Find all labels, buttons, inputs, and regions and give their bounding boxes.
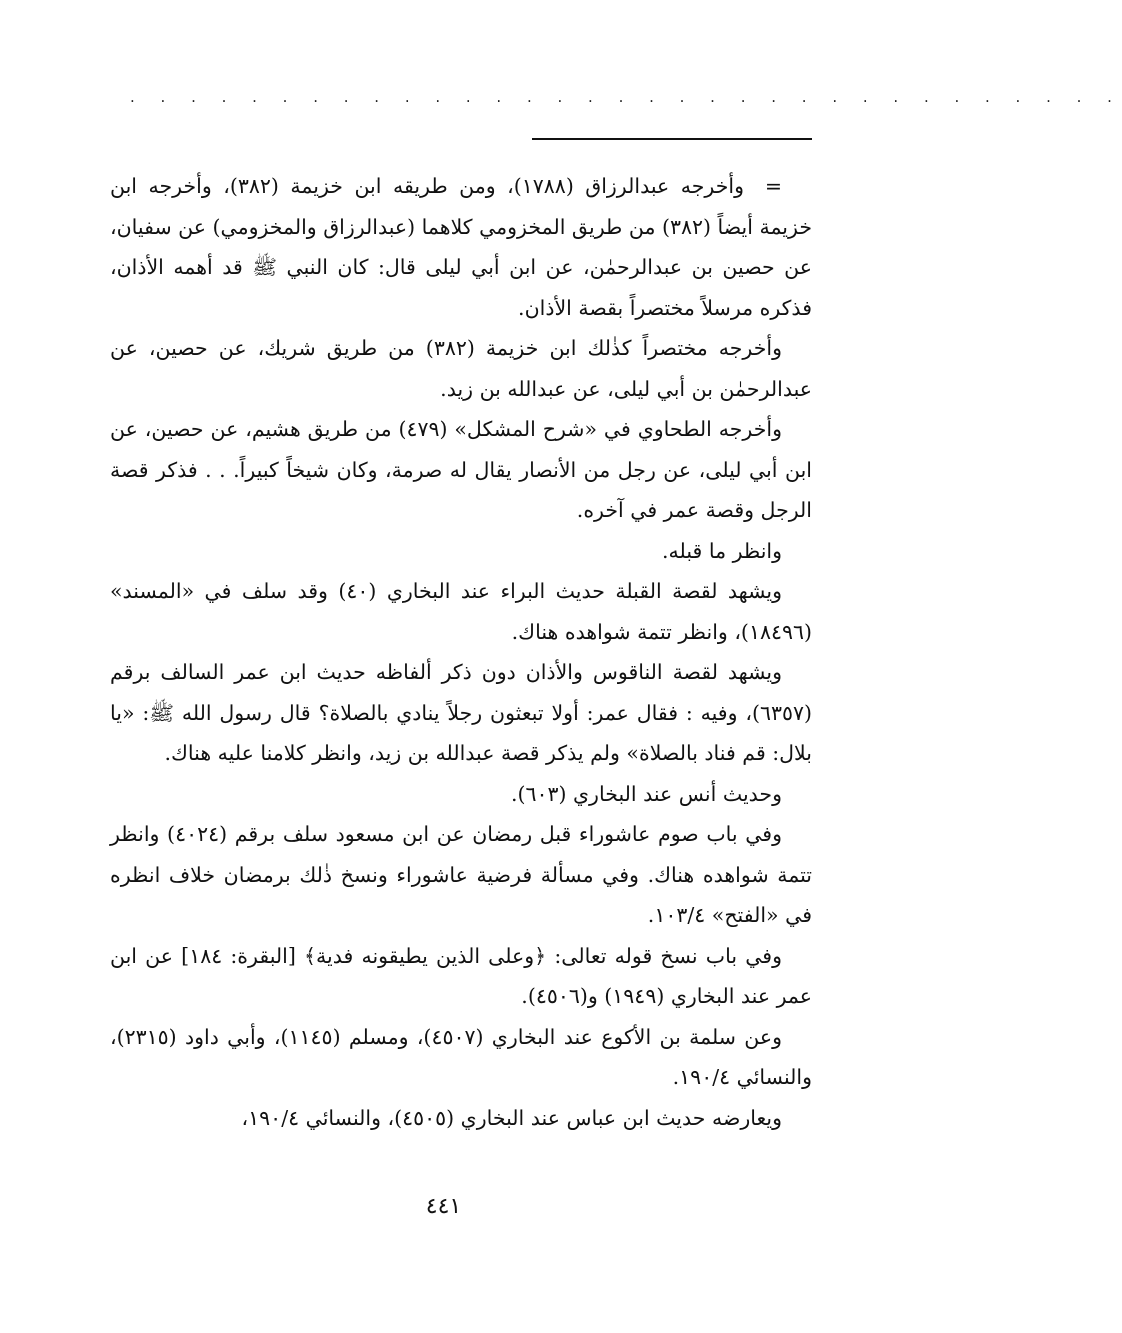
paragraph-7: وحديث أنس عند البخاري (٦٠٣). — [510, 781, 782, 806]
paragraph-3: وأخرجه الطحاوي في «شرح المشكل» (٤٧٩) من طريق هشيم، عن حصين، عن ابن أبي ليلى، عن رجل من الأنصار يقال له صرمة، وكان شيخاً كبيراً. . . فذكر قصة الرجل وقصة عمر في آخره. — [110, 417, 812, 522]
paragraph-text: وأخرجه عبدالرزاق (١٧٨٨)، ومن طريقه ابن خزيمة (٣٨٢)، وأخرجه ابن خزيمة أيضاً (٣٨٢) من طريق المخزومي كلاهما (عبدالرزاق والمخزومي) عن سفيان، عن حصين بن عبدالرحمٰن، عن ابن أبي ليلى قال: كان النبي ﷺ قد أهمه الأذان، فذكره مرسلاً مختصراً بقصة الأذان. — [109, 174, 812, 320]
footnote-text-body — [110, 166, 812, 1138]
paragraph-5: ويشهد لقصة القبلة حديث البراء عند البخاري (٤٠) وقد سلف في «المسند» (١٨٤٩٦)، وانظر تتمة شواهده هناك. — [110, 579, 812, 644]
header-dotted-line: . . . . . . . . . . . . . . . . . . . . . . . . . . . . . . . . . — [130, 88, 1122, 106]
paragraph-9: وفي باب نسخ قوله تعالى: ﴿وعلى الذين يطيقونه فدية﴾ [البقرة: ١٨٤] عن ابن عمر عند البخاري (١٩٤٩) و(٤٥٠٦). — [110, 943, 812, 1008]
paragraph-2: وأخرجه مختصراً كذٰلك ابن خزيمة (٣٨٢) من طريق شريك، عن حصين، عن عبدالرحمٰن بن أبي ليلى، عن عبدالله بن زيد. — [110, 336, 812, 401]
paragraph-11: ويعارضه حديث ابن عباس عند البخاري (٤٥٠٥)، والنسائي ١٩٠/٤، — [241, 1105, 782, 1130]
paragraph-4: وانظر ما قبله. — [662, 538, 782, 563]
page-number: ٤٤١ — [425, 1194, 462, 1219]
footnote-separator-rule — [532, 138, 812, 140]
continuation-mark: = — [764, 174, 782, 198]
paragraph-1 — [110, 166, 812, 328]
paragraph-8: وفي باب صوم عاشوراء قبل رمضان عن ابن مسعود سلف برقم (٤٠٢٤) وانظر تتمة شواهده هناك. وفي مسألة فرضية عاشوراء ونسخ ذٰلك برمضان خلاف انظره في «الفتح» ١٠٣/٤. — [110, 822, 812, 927]
paragraph-10: وعن سلمة بن الأكوع عند البخاري (٤٥٠٧)، ومسلم (١١٤٥)، وأبي داود (٢٣١٥)، والنسائي ١٩٠/٤. — [110, 1024, 812, 1089]
paragraph-6: ويشهد لقصة الناقوس والأذان دون ذكر ألفاظه حديث ابن عمر السالف برقم (٦٣٥٧)، وفيه : فقال عمر: أولا تبعثون رجلاً ينادي بالصلاة؟ قال رسول الله ﷺ: «يا بلال: قم فناد بالصلاة» ولم يذكر قصة عبدالله بن زيد، وانظر كلامنا عليه هناك. — [110, 660, 812, 765]
